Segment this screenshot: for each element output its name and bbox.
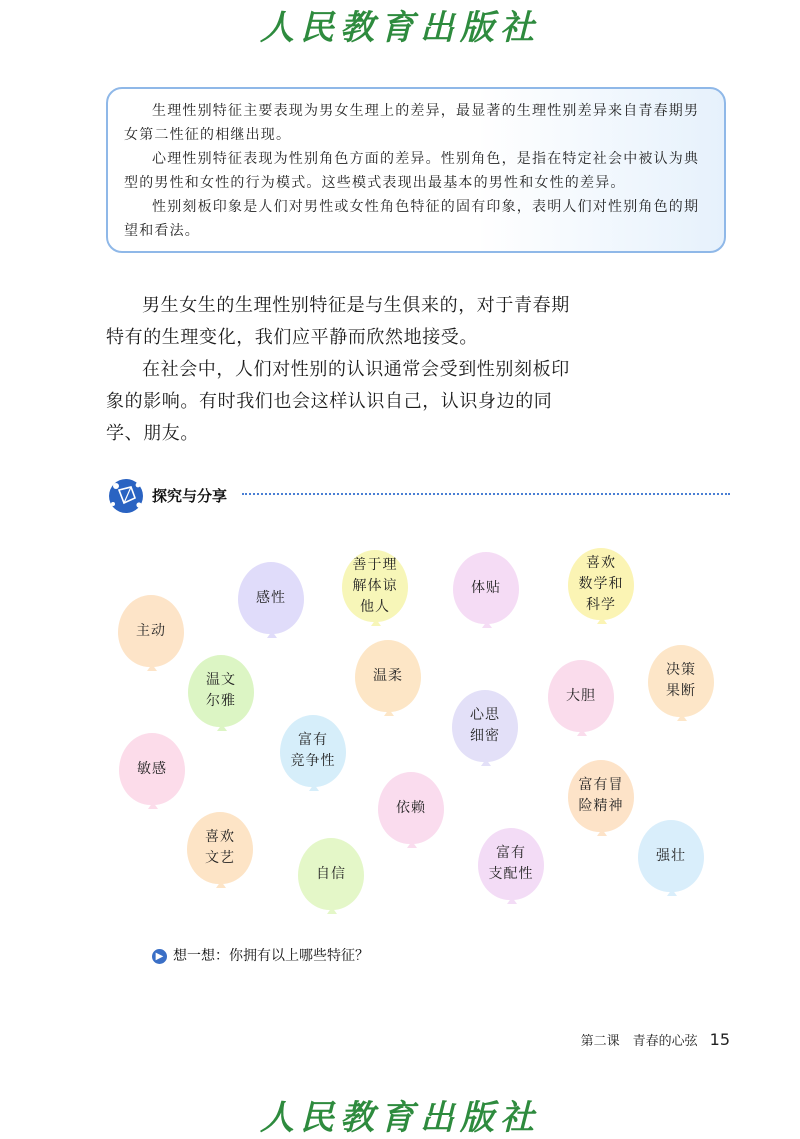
balloon-label [579,775,624,817]
balloon-text-line: 他人 [360,598,390,615]
dotted-divider [242,493,730,495]
balloon [648,645,714,723]
balloon-text-line: 体贴 [471,579,501,596]
think-question: 你拥有以上哪些特征？ [229,948,369,964]
balloon-text-line: 解体谅 [352,577,398,594]
think-prompt [152,945,369,967]
balloon-text-line: 善于理 [352,556,398,573]
balloon-knot [482,621,492,628]
balloon [568,548,634,626]
balloon-label [206,670,236,712]
balloon-label [489,843,534,885]
balloon-label [471,578,501,599]
balloon-knot [577,729,587,736]
balloon-text-line: 大胆 [566,687,596,704]
balloon-text-line: 感性 [256,589,286,606]
balloon-label [373,666,403,687]
balloon [119,733,185,811]
balloon-label [256,588,286,609]
balloon-knot [371,619,381,626]
balloon-knot [407,841,417,848]
lesson-title: 第二课 青春的心弦 [580,1034,698,1049]
balloon-text-line: 喜欢 [586,554,616,571]
balloon-label [291,730,336,772]
balloon-knot [327,907,337,914]
balloon-text-line: 强壮 [656,847,686,864]
balloon-text-line: 险精神 [578,798,624,814]
balloon-knot [507,897,517,904]
balloon-knot [384,709,394,716]
balloon-text-line: 富有 [496,845,526,861]
balloon-label [396,798,426,819]
balloon-text-line: 心思 [470,707,500,723]
balloon-knot [148,802,158,809]
explore-share-header [106,476,730,514]
balloon [378,772,444,850]
balloon-label [316,864,346,885]
body-paragraph: 男生女生的生理性别特征是与生俱来的，对于青春期特有的生理变化，我们应平静而欣然地接受。 [106,295,570,348]
balloon [548,660,614,738]
balloon-knot [597,617,607,624]
balloon-text-line: 温文 [206,672,236,688]
section-title: 探究与分享 [152,487,228,505]
balloon-text-line: 敏感 [137,760,167,777]
balloon-knot [147,664,157,671]
definition-paragraph: 生理性别特征主要表现为男女生理上的差异，最显著的生理性别差异来自青春期男女第二性征的相继出现。 [124,103,700,143]
balloon-text-line: 温柔 [373,667,403,684]
body-text [106,290,582,450]
definition-box [106,87,726,253]
balloon [188,655,254,733]
balloon-label [137,759,167,780]
balloon [187,812,253,890]
page-footer [581,1030,730,1049]
balloon-label [666,660,696,702]
publisher-footer: 人民教育出版社 [260,1098,540,1138]
balloon [355,640,421,718]
balloon-knot [597,829,607,836]
balloon-knot [267,631,277,638]
balloon [568,760,634,838]
balloon-knot [481,759,491,766]
balloon-knot [216,881,226,888]
balloon [478,828,544,906]
balloon-text-line: 主动 [136,622,166,639]
explore-logo-icon [106,476,146,514]
balloon-text-line: 自信 [316,865,346,882]
balloon-label [353,555,398,618]
balloon-text-line: 富有 [298,732,328,748]
balloon-text-line: 富有冒 [578,777,624,793]
definition-paragraph: 心理性别特征表现为性别角色方面的差异。性别角色，是指在特定社会中被认为典型的男性和女性的行为模式。这些模式表现出最基本的男性和女性的差异。 [124,151,700,191]
balloon-text-line: 果断 [666,683,696,699]
balloon-label [205,827,235,869]
arrow-right-icon: ▶ [152,949,167,964]
balloon-label [566,686,596,707]
balloon-knot [309,784,319,791]
publisher-header: 人民教育出版社 [260,8,540,48]
balloon-knot [677,714,687,721]
definition-paragraph: 性别刻板印象是人们对男性或女性角色特征的固有印象，表明人们对性别角色的期望和看法。 [124,199,700,239]
balloon-label [136,621,166,642]
balloon [342,550,408,628]
balloon [298,838,364,916]
balloon-label [656,846,686,867]
balloon-text-line: 细密 [470,728,500,744]
body-paragraph: 在社会中，人们对性别的认识通常会受到性别刻板印象的影响。有时我们也会这样认识自己，认识身边的同学、朋友。 [106,359,570,444]
balloon-text-line: 依赖 [396,799,426,816]
balloon-text-line: 决策 [666,662,696,678]
balloon [280,715,346,793]
balloon-text-line: 科学 [586,596,616,613]
balloon-label [470,705,500,747]
balloon [638,820,704,898]
balloon [453,552,519,630]
balloon-text-line: 尔雅 [206,693,236,709]
balloon-text-line: 数学和 [578,575,624,592]
balloon-knot [217,724,227,731]
balloon-text-line: 支配性 [488,866,534,882]
balloon-text-line: 竞争性 [290,753,336,769]
balloon [118,595,184,673]
balloon [452,690,518,768]
think-label: 想一想： [173,948,229,964]
balloon [238,562,304,640]
page-number: 15 [709,1030,730,1049]
balloon-label [579,553,624,616]
balloon-knot [667,889,677,896]
balloon-text-line: 文艺 [205,850,235,866]
balloon-text-line: 喜欢 [205,829,235,845]
